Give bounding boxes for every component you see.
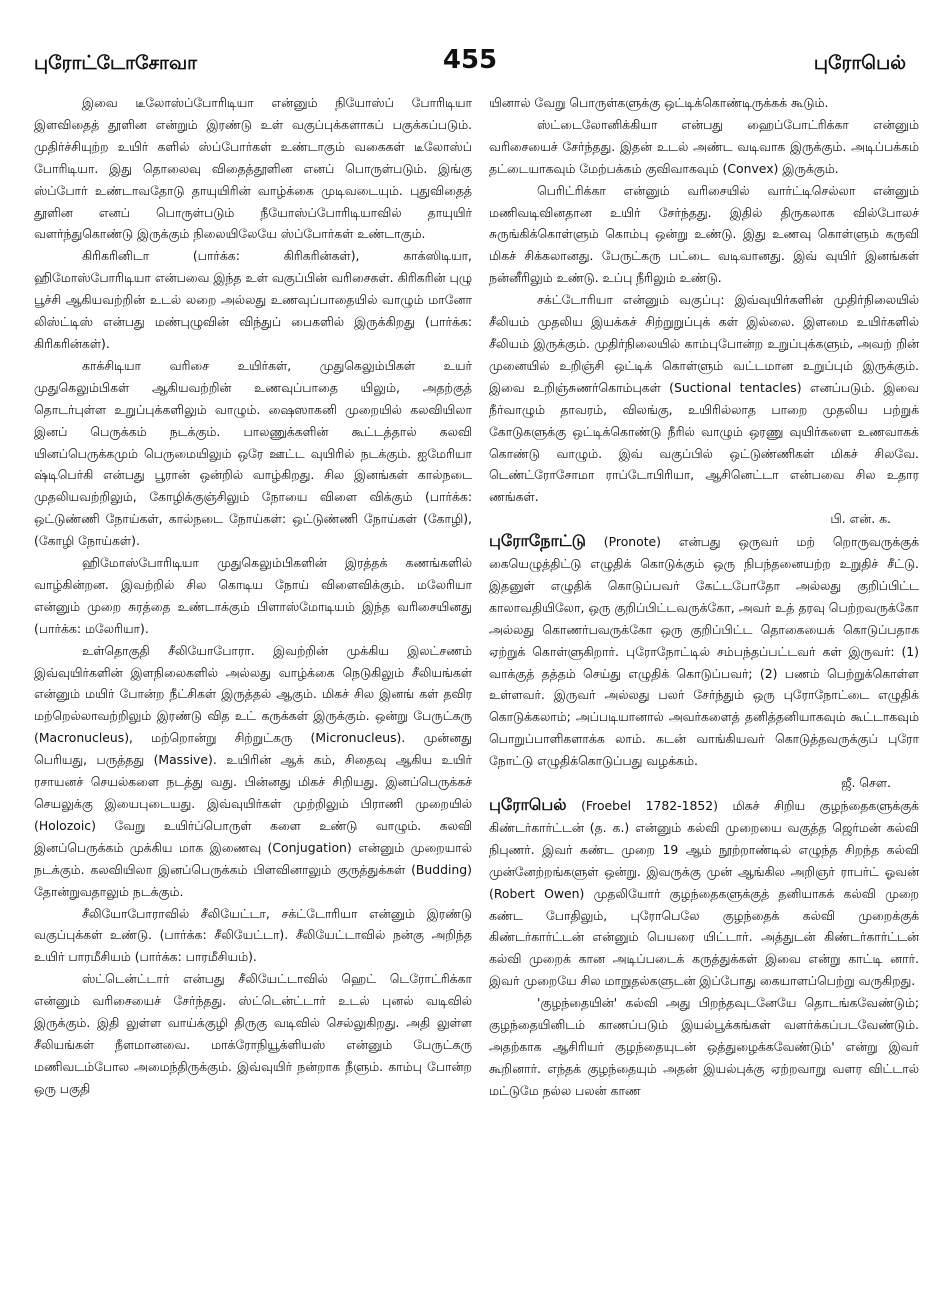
paragraph: ஸ்ட்டைலோனிக்கியா என்பது ஹைப்போட்ரிக்கா என்னும் வரிசையைச் சேர்ந்தது. இதன் உடல் அண்ட வடிவாக இருக்கும். அடிப்பக்கம் தட்டையாகவும் மேற்பக்கம் குவிவாகவும் (Convex) இருக்கும். [489,116,919,176]
paragraph: ஸ்ட்டென்ட்டார் என்பது சீலியேட்டாவில் ஹெட் டெரோட்ரிக்கா என்னும் வரிசையைச் சேர்ந்தது. ஸ்ட்டென்ட்டார் உடல் புனல் வடிவில் இருக்கும். இதி லுள்ள வாய்க்குழி திருகு வடிவில் செல்லுகிறது. அதி லுள்ள சீலியங்கள் நீளமானவை. மாக்ரோநியூக்ளியஸ் என்னும் பேருட்கரு மணிவடம்போல அமைந்திருக்கும். இவ்வுயிர் நன்றாக நீளும். காம்பு போன்ற ஒரு பகுதி [34,971,472,1096]
left-column [34,92,472,1304]
paragraph: உள்தொகுதி சீலியோபோரா. இவற்றின் முக்கிய இலட்சணம் இவ்வுயிர்களின் இளநிலைகளில் அல்லது வாழ்க்கை நெடுகிலும் சீலியங்கள் என்னும் மயிர் போன்ற நீட்சிகள் இருத்தல் ஆகும். மிகச் சில இனங் கள் தவிர மற்றெல்லாவற்றிலும் இரண்டு வித உட் கருக்கள் இருக்கும். ஒன்று பேருட்கரு (Macronucleus), மற்றொன்று சிற்றுட்கரு (Micronucleus). முன்னது பெரியது, பருத்தது (Massive). உயிரின் ஆக் கம், சிதைவு ஆகிய உயிர் ரசாயனச் செயல்களை நடத்து வது. பின்னது மிகச் சிறியது. இனப்பெருக்கச் செயலுக்கு இயைபுடையது. இவ்வுயிர்கள் முற்றிலும் பிராணி முறையில் (Holozoic) வேறு உயிர்ப்பொருள் களை உண்டு வாழும். கலவி இனப்பெருக்கம் முக்கிய மாக இணைவு (Conjugation) என்னும் முறையால் நடக்கும். கலவியிலா இனப்பெருக்கம் பிளவினாலும் குருத்துக்கள் (Budding) தோன்றுவதாலும் நடக்கும். [34,642,472,899]
entry-headword: புரோநோட்டு [489,531,586,551]
entry-headword: புரோபெல் [489,795,567,814]
paragraph: சக்ட்டோரியா என்னும் வகுப்பு: இவ்வுயிர்களின் முதிர்நிலையில் சீலியம் முதலிய இயக்கச் சிற்றுறுப்புக் கள் இல்லை. இளமை உயிர்களில் சீலியம் இருக்கும். முதிர்நிலையில் காம்புபோன்ற உறுப்புக்களும், அவற் றின் முனையில் உறிஞ்சி ஒட்டிக் கொள்ளும் வட்டமான உறுப்பும் இருக்கும். இவை உறிஞ்சுணர்கொம்புகள் (Suctional tentacles) எனப்படும். இவை நீர்வாழும் தாவரம், விலங்கு, உயிரில்லாத பாறை முதலிய பற்றுக் கோடுகளுக்கு ஒட்டிக்கொண்டு நீரில் வாழும் ஒரணு வுயிர்களை உணவாகக் கொண்டு வாழும். இவ் வகுப்பில் ஒட்டுண்ணிகள் மிகச் சிலவே. டெண்ட்ரோசோமா ராப்டோபிரியா, ஆசினெட்டா என்பவை சில உதார ணங்கள். [489,292,919,505]
entry-pronote [489,530,919,772]
paragraph: யினால் வேறு பொருள்களுக்கு ஒட்டிக்கொண்டிருக்கக் கூடும். [489,95,829,110]
paragraph: காக்சிடியா வரிசை உயிர்கள், முதுகெலும்பிகள் உயர் முதுகெலும்பிகள் ஆகியவற்றின் உணவுப்பாதை யிலும், அதற்குத் தொடர்புள்ள உறுப்புக்களிலும் வாழும். ஷைஸாகனி முறையில் கலவியிலா இனப் பெருக்கம் நடக்கும். பாலணுக்களின் கூட்டத்தால் கலவி யினப்பெருக்கமும் பெருமையிலும் ஒரே ஊட்ட வுயிரில் நடக்கும். ஐமேரியா ஷ்டிபெர்கி என்பது பூரான் ஒன்றில் வாழ்கிறது. சில இனங்கள் கால்நடை முதலியவற்றிலும், கோழிக்குஞ்சிலும் நோயை விளை விக்கும் (பார்க்க: ஒட்டுண்ணி நோய்கள், கால்நடை நோய்கள்: ஒட்டுண்ணி நோய்கள் (கோழி), (கோழி நோய்கள்). [34,357,472,549]
author-signature: ஜீ. சௌ. [841,775,891,791]
paragraph: கிரிகரினிடா (பார்க்க: கிரிகரின்கள்), காக்ஸிடியா, ஹிமோஸ்போரிடியா என்பவை இந்த உள் வகுப்பின் வரிசைகள். கிரிகரின் புழு பூச்சி ஆகியவற்றின் உடல் லறை அல்லது உணவுப்பாதையில் வாழும் மானோ லிஸ்ட்டிஸ் என்பது மண்புழுவின் விந்துப் பைகளில் இருக்கிறது (பார்க்க: கிரிகரின்கள்). [34,248,472,351]
running-head-right: புரோபெல் [813,52,906,74]
author-signature: பி. என். க. [830,511,891,527]
entry-froebel [489,794,919,992]
running-head-left: புரோட்டோசோவா [34,52,198,74]
entry-text: (Pronote) என்பது ஒருவர் மற் றொருவருக்குக் கையெழுத்திட்டு எழுதிக் கொடுக்கும் ஒரு நிபந்தனையற்ற உறுதிச் சீட்டு. இதனுள் எழுதிக் கொடுப்பவர் கேட்டபோதோ அல்லது குறிப்பிட்ட காலாவதியிலோ, ஒரு குறிப்பிட்டவருக்கோ, அவர் உத் தரவு பெற்றவருக்கோ அல்லது கொணர்பவருக்கோ ஒரு குறிப்பிட்ட தொகையைக் கொடுப்பதாக ஏற்றுக் கொள்ளுகிறார். புரோநோட்டில் சம்பந்தப்பட்டவர் கள் இருவர்: (1) வாக்குத் தத்தம் செய்து எழுதிக் கொடுப்பவர்; (2) பணம் பெற்றுக்கொள்ள உள்ளவர். இருவர் அல்லது பலர் சேர்ந்தும் ஒரு புரோநோட்டை எழுதிக் கொடுக்கலாம்; அப்படியானால் அவர்களைத் தனித்தனியாகவும் கூட்டாகவும் பொறுப்பாளிகளாக்க லாம். கடன் வாங்கியவர் கொடுத்தவருக்குப் புரோ நோட்டு எழுதிக்கொடுப்பது வழக்கம். [489,534,919,769]
paragraph: சீலியோபோராவில் சீலியேட்டா, சக்ட்டோரியா என்னும் இரண்டு வகுப்புக்கள் உண்டு. (பார்க்க: சீலியேட்டா). சீலியேட்டாவில் நன்கு அறிந்த உயிர் பாரமீசியம் (பார்க்க: பாரமீசியம்). [34,905,472,965]
entry-text: (Froebel 1782-1852) மிகச் சிறிய குழந்தைகளுக்குக் கிண்டர்கார்ட்டன் (த. க.) என்னும் கல்வி முறையை வகுத்த ஜெர்மன் கல்வி நிபுணர். இவர் கண்ட முறை 19 ஆம் நூற்றாண்டில் எழுந்த சிறந்த கல்வி முன்னேற்றங்களுள் ஒன்று. இவருக்கு முன் ஆங்கில அறிஞர் ராபர்ட் ஓவன் (Robert Owen) முதலியோர் குழந்தைகளுக்குத் தனியாகக் கல்வி முறை கண்ட போதிலும், புரோபெலே குழந்தைக் கல்வி முறைக்குக் கிண்டர்கார்ட்டன் என்னும் பெயரை யிட்டார். அத்துடன் கிண்டர்கார்ட்டன் கல்வி முறைக் கான அடிப்படைக் கருத்துக்கள் இவை என்று காட்டி னார். இவர் முறையே சில மாறுதல்களுடன் இப்போது கையாளப்பெற்று வருகிறது. [489,798,919,989]
page-number: 455 [442,45,498,75]
paragraph: பெரிட்ரிக்கா என்னும் வரிசையில் வார்ட்டிசெல்லா என்னும் மணிவடிவினதான உயிர் சேர்ந்தது. இதில் திருகலாக வில்போலச் சுருங்கிக்கொள்ளும் கொம்பு ஒன்று உண்டு. இது உணவு கொள்ளும் கருவி மிகச் சிக்கலானது. பேருட்கரு பட்டை வடிவானது. இவ் வுயிர் இனங்கள் நன்னீரிலும் உண்டு. உப்பு நீரிலும் உண்டு. [489,182,919,286]
paragraph: 'குழந்தையின்' கல்வி அது பிறந்தவுடனேயே தொடங்கவேண்டும்; குழந்தையினிடம் காணப்படும் இயல்பூக்கங்கள் வளர்க்கப்படவேண்டும். அதற்காக ஆசிரியர் குழந்தையுடன் ஒத்துழைக்கவேண்டும்' என்று இவர் கூறினார். எந்தக் குழந்தையும் அதன் இயல்புக்கு ஏற்றவாறு வளர விட்டால் மட்டுமே நல்ல பலன் காண [489,995,919,1098]
right-column [489,92,919,1304]
paragraph: இவை டீலோஸ்ப்போரிடியா என்னும் நியோஸ்ப் போரிடியா இளவிதைத் தூளின என்றும் இரண்டு உள் வகுப்புக்களாகப் பகுக்கப்படும். முதிர்ச்சியுற்ற உயிர் களில் ஸ்ப்போர்கள் உண்டாகும் வகைகள் டீலோஸ்ப் போரிடியா. இது தொலைவு விதைத்தூளின எனப் பொருள்படும். இங்கு ஸ்ப்போர் உண்டாவதோடு தாயுயிரின் வாழ்க்கை முடிவடையும். புதுவிதைத் தூளின எனப் பொருள்படும் நீயோஸ்ப்போரிடியாவில் தாயுயிர் வளர்ந்துகொண்டு இருக்கும் நிலையிலேயே ஸ்ப்போர்கள் உண்டாகும். [34,95,472,242]
paragraph: ஹிமோஸ்போரிடியா முதுகெலும்பிகளின் இரத்தக் கணங்களில் வாழ்கின்றன. இவற்றில் சில கொடிய நோய் விளைவிக்கும். மலேரியா என்னும் முறை சுரத்தை உண்டாக்கும் பிளாஸ்மோடியம் இந்த வரிசையினது (பார்க்க: மலேரியா). [34,555,472,636]
